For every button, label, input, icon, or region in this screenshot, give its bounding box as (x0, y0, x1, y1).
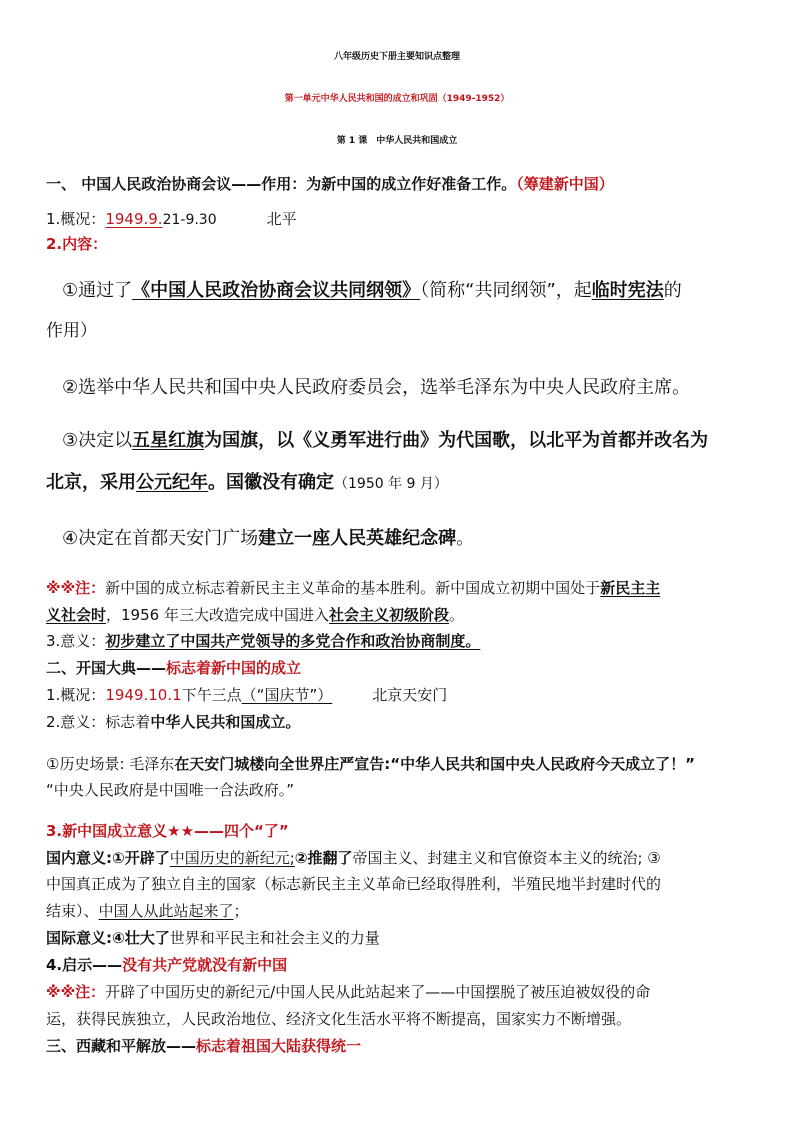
international-b: 世界和平民主和社会主义的力量 (169, 929, 380, 947)
content-item-4-a: ④决定在首都天安门广场 (62, 528, 259, 549)
content-item-3-a: ③决定以 (62, 430, 133, 451)
lesson-line (46, 954, 287, 976)
content-item-3-f: 。国徽没有确定 (208, 472, 334, 493)
lesson-text: 没有共产党就没有新中国 (122, 956, 288, 974)
content-item-4-c: 。 (456, 528, 475, 549)
section-3-heading-text: 三、西藏和平解放—— (46, 1037, 197, 1055)
domestic-b: 中国历史的新纪元; (169, 849, 295, 867)
note-1-cont (46, 604, 464, 626)
note-1-f: 。 (448, 606, 464, 624)
ceremony-significance-text: 中华人民共和国成立。 (150, 713, 301, 731)
ceremony-significance (46, 711, 300, 733)
content-item-1-e: 的 (663, 280, 682, 301)
ad-calendar: 公元纪年 (136, 472, 208, 493)
international-meaning (46, 927, 380, 949)
note-1-c: 义社会时 (46, 606, 107, 624)
content-item-1 (62, 278, 682, 304)
note-1-d: ，1956 年三大改造完成中国进入 (106, 606, 329, 624)
ceremony-significance-label: 2.意义：标志着 (46, 713, 151, 731)
ceremony-overview (46, 684, 447, 706)
section-3-heading (46, 1035, 361, 1057)
content-item-1-cont: 作用） (46, 321, 97, 341)
domestic-label: 国内意义: (46, 849, 112, 867)
overview-label: 1.概况： (46, 210, 106, 228)
domestic-d: 帝国主义、封建主义和官僚资本主义的统治; ③ (352, 849, 661, 867)
provisional-constitution: 临时宪法 (591, 280, 664, 301)
domestic-a: ①开辟了 (112, 849, 170, 867)
domestic-meaning-cont-1 (46, 873, 661, 895)
historic-scene-c: “中华人民共和国中央人民政府今天成立了！” (390, 755, 696, 773)
international-a: ④壮大了 (112, 929, 170, 947)
meaning-heading: 3.新中国成立意义★★——四个“了” (46, 822, 289, 840)
ceremony-date: 1949.10.1 (105, 686, 182, 704)
overview-date: 1949.9. (105, 210, 163, 228)
note-1-tag: ※※注： (46, 579, 106, 597)
overview-days: 21-9.30 (162, 212, 217, 228)
note-1-a: 新中国的成立标志着新民主主义革命的基本胜利。新中国成立初期中国处于 (105, 579, 601, 597)
primary-stage: 社会主义初级阶段 (328, 606, 449, 624)
content-item-1-a: ①通过了 (62, 280, 133, 301)
content-item-3-d: 北京，采用 (46, 472, 136, 493)
ceremony-holiday: （“国庆节”） (241, 686, 333, 704)
historic-scene-b: 在天安门城楼向全世界庄严宣告: (174, 755, 391, 773)
historic-scene (46, 753, 695, 775)
overview-place: 北平 (266, 210, 297, 228)
historic-scene-a: ①历史场景: 毛泽东 (46, 755, 175, 773)
domestic-f: 独立自主的国家（标志新民主主义革命已经取得胜利，半殖民地半封建时代的 (151, 875, 662, 893)
content-item-4 (62, 526, 474, 552)
lesson-label: 4.启示—— (46, 956, 123, 974)
section-2-heading-text: 二、开国大典—— (46, 659, 167, 677)
unit-title: 第一单元中华人民共和国的成立和巩固（1949-1952） (284, 94, 510, 104)
section-3-heading-red: 标志着祖国大陆获得统一 (196, 1037, 362, 1055)
overview-line (46, 208, 297, 231)
note-2-cont: 运，获得民族独立，人民政治地位、经济文化生活水平将不断提高，国家实力不断增强。 (46, 1010, 632, 1028)
significance-line (46, 630, 480, 652)
lesson-title: 第 1 课 中华人民共和国成立 (336, 136, 458, 146)
section-2-heading-red: 标志着新中国的成立 (166, 659, 302, 677)
section-1-heading (46, 173, 614, 195)
section-2-heading (46, 657, 301, 679)
content-item-3-cont (46, 470, 448, 497)
note-1 (46, 577, 660, 599)
domestic-meaning-cont-2 (46, 900, 249, 922)
note-2 (46, 981, 650, 1003)
ceremony-label: 1.概况： (46, 686, 106, 704)
domestic-h: 中国人从此站起来了 (98, 902, 234, 920)
note-2-a: 开辟了中国历史的新纪元/中国人民从此站起来了——中国摆脱了被压迫被奴役的命 (105, 983, 651, 1001)
content-item-2: ②选举中华人民共和国中央人民政府委员会，选举毛泽东为中央人民政府主席。 (62, 377, 691, 398)
note-2-tag: ※※注： (46, 983, 106, 1001)
ceremony-place: 北京天安门 (372, 686, 448, 704)
domestic-meaning (46, 847, 661, 869)
section-1-heading-text: 一、 中国人民政治协商会议——作用：为新中国的成立作好准备工作。 (46, 175, 517, 193)
ceremony-time: 下午三点 (181, 686, 242, 704)
content-item-3-g: （1950 年 9 月） (334, 476, 448, 492)
page-title: 八年级历史下册主要知识点整理 (333, 52, 460, 62)
domestic-i: ； (233, 902, 249, 920)
national-flag: 五星红旗 (132, 430, 205, 451)
content-item-3 (62, 428, 708, 454)
monument: 建立一座人民英雄纪念碑 (258, 528, 457, 549)
content-item-3-c: 为国旗，以《义勇军进行曲》为代国歌，以北平为首都并改名为 (204, 430, 709, 451)
domestic-e: 中国真正成为了 (46, 875, 152, 893)
significance-label: 3.意义： (46, 632, 106, 650)
content-item-1-c: （简称“共同纲领”，起 (420, 280, 592, 301)
domestic-c: ②推翻了 (294, 849, 353, 867)
international-label: 国际意义: (46, 929, 112, 947)
note-1-b: 新民主主 (600, 579, 661, 597)
historic-scene-cont: “中央人民政府是中国唯一合法政府。” (46, 781, 295, 799)
common-program: 《中国人民政治协商会议共同纲领》 (132, 280, 421, 301)
domestic-g: 结束）、 (46, 902, 99, 920)
section-1-heading-tag: （筹建新中国） (516, 175, 614, 193)
content-label: 2.内容： (46, 235, 108, 253)
significance-text: 初步建立了中国共产党领导的多党合作和政治协商制度。 (105, 632, 481, 650)
